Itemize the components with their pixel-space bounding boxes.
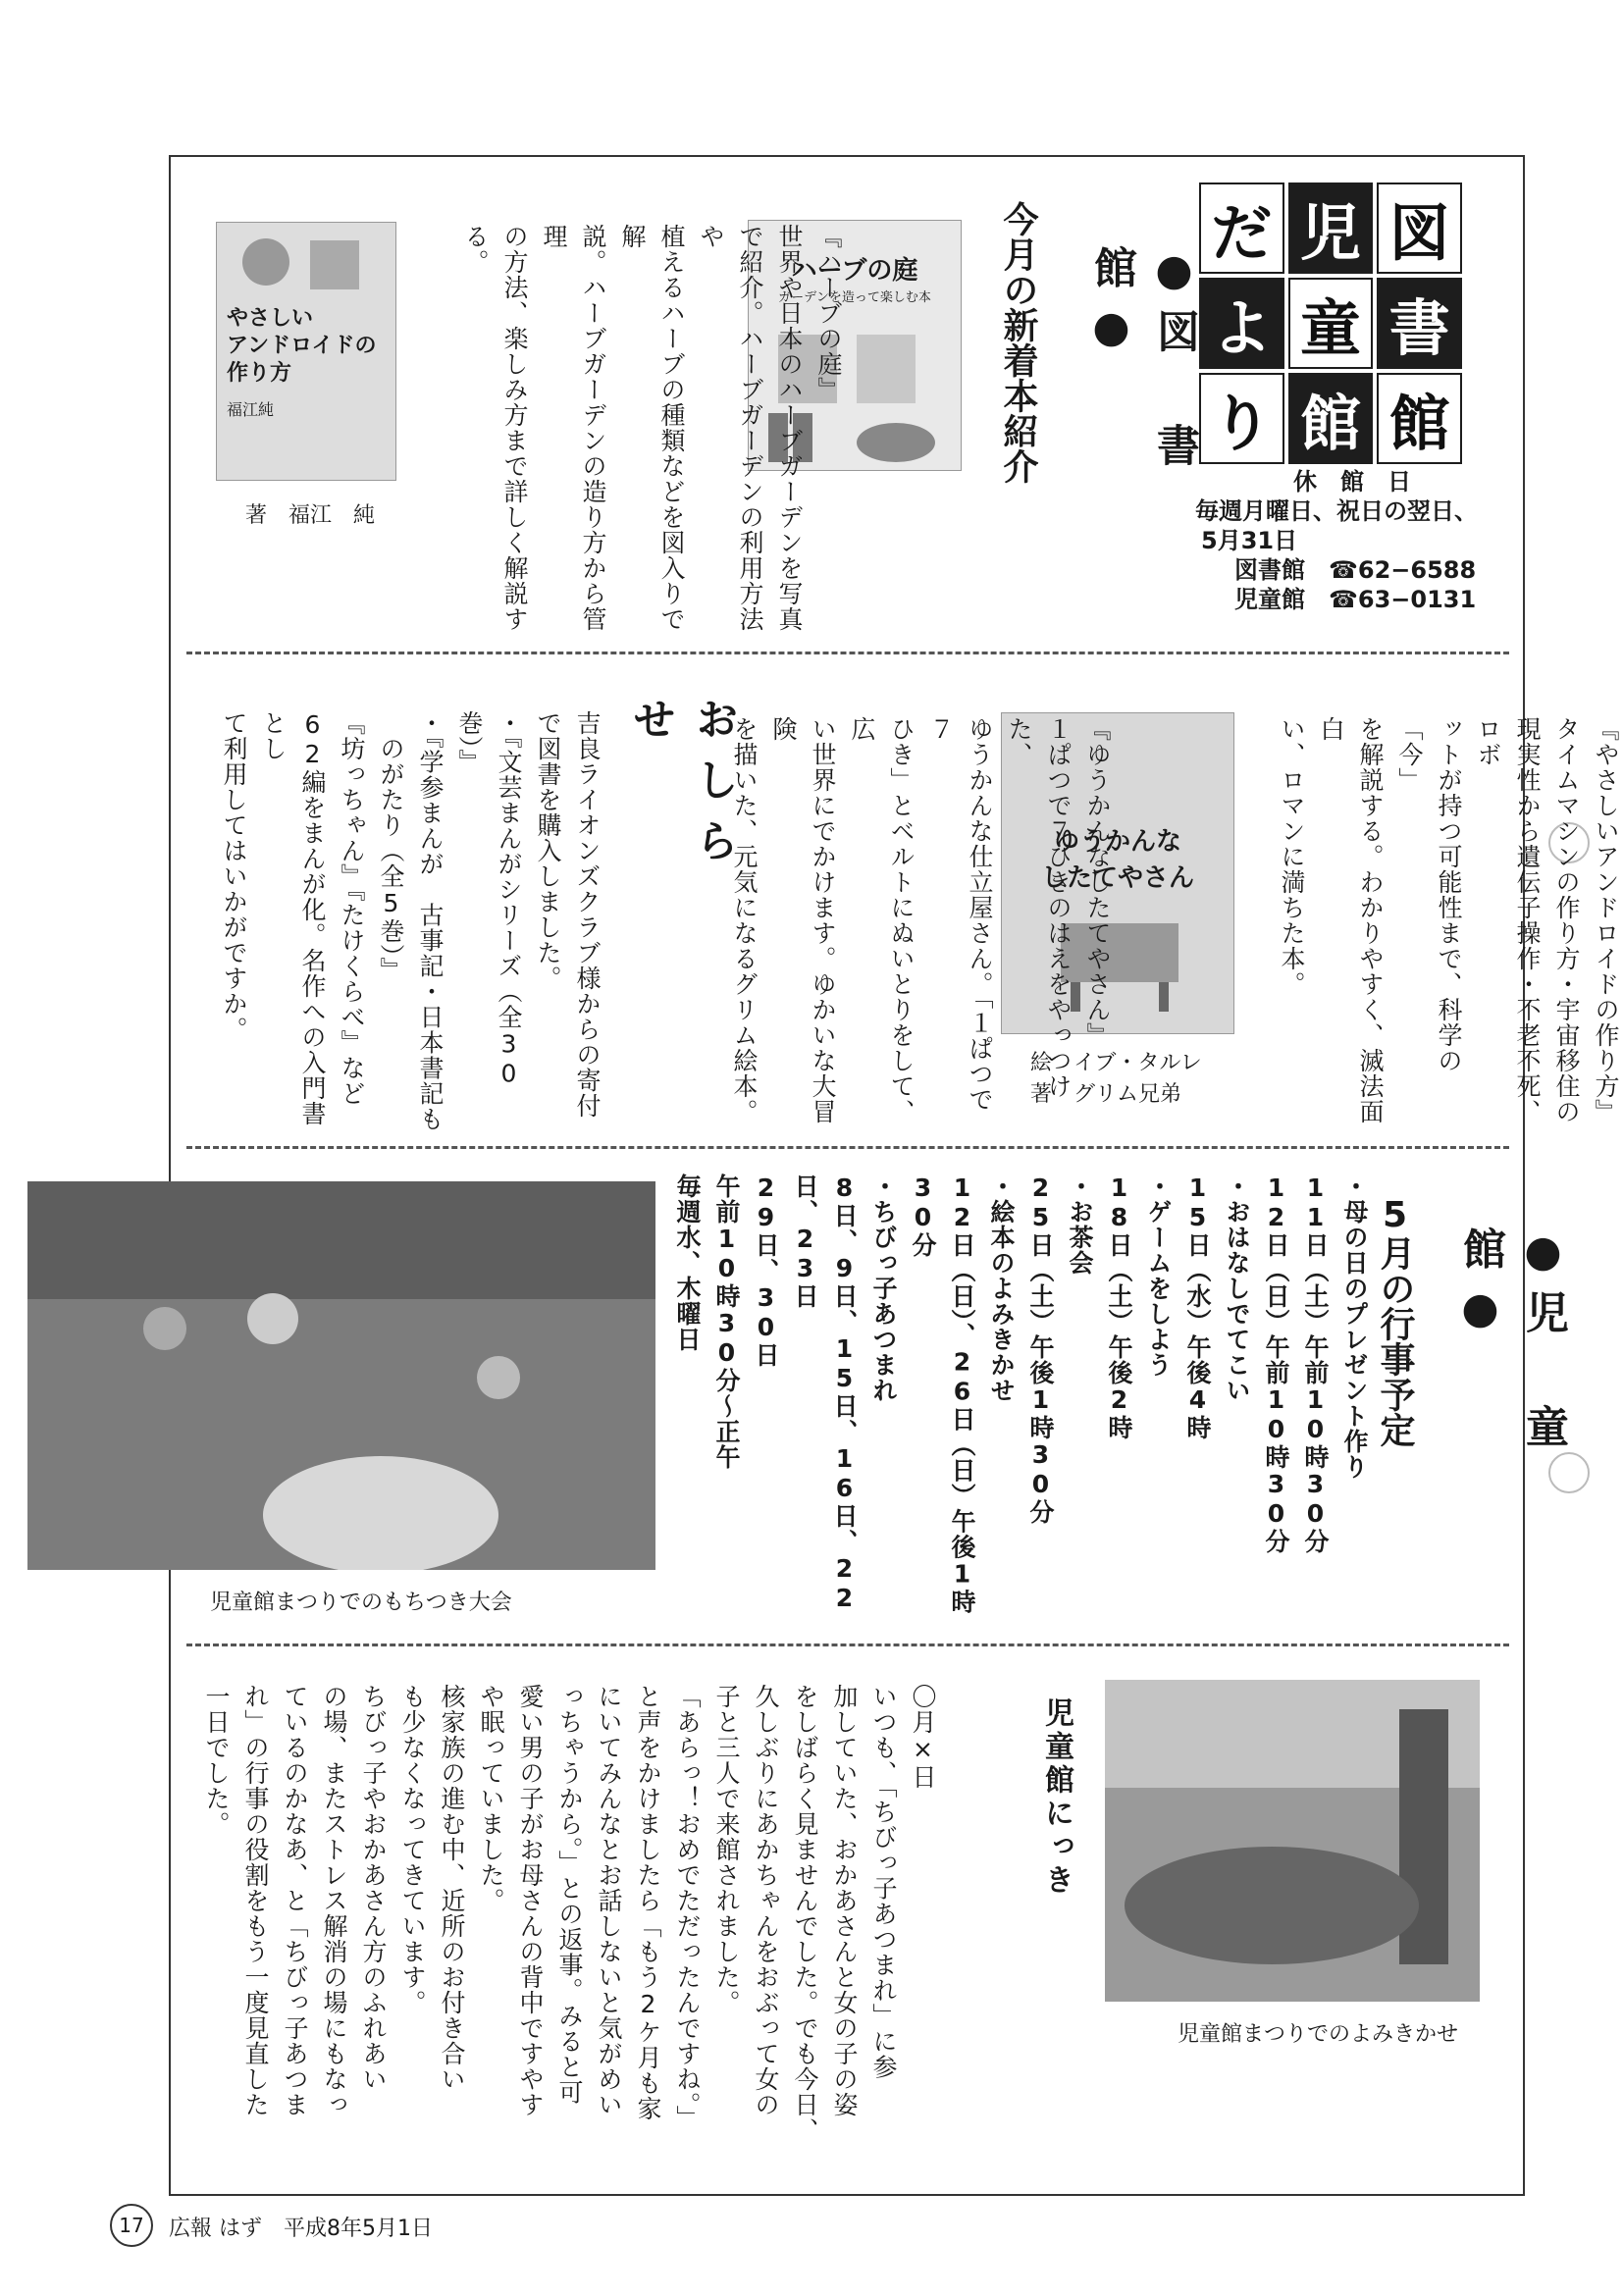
- photo-caption: 児童館まつりでのもちつき大会: [210, 1591, 512, 1615]
- divider: [186, 652, 1509, 654]
- notice-text: 吉良ライオンズクラブ様からの寄付 で図書を購入しました。 ・『文芸まんがシリーズ（全30巻）』 ・『学参まんが 古事記・日本書記も のがたり（全5巻）』 『坊っちゃん』『たけくらべ』など 62編をまんが化。名作への入門書とし て利用してはいかがですか。: [220, 710, 602, 1132]
- masthead: [1199, 183, 1462, 459]
- childrens-heading: ●児 童 館●: [1455, 1226, 1568, 1518]
- masthead-char: 館: [1377, 373, 1462, 464]
- book-caption: 著 福江 純: [245, 503, 376, 528]
- masthead-char: よ: [1199, 278, 1284, 369]
- masthead-char: り: [1199, 373, 1284, 464]
- holiday-info: [1195, 467, 1509, 614]
- childrens-phone: 児童館 ☎63−0131: [1234, 586, 1477, 613]
- book-cover-android: [216, 222, 396, 481]
- event-schedule: ・母の日のプレゼント作り 11日（土）午前10時30分 12日（日）午前10時30分 ・おはなしでてこい 15日（水）午後4時 ・ゲームをしよう 18日（土）午後2時 ・お茶会 25日（土）午後1時30分 ・絵本のよみきかせ 12日（日）、26日（日）午後1時30分 ・ちびっ子あつまれ 8日、9日、15日、16日、22日、23日 29日、30日 午前10時30分〜正午 毎週水、木曜日: [673, 1174, 1369, 1615]
- masthead-char: だ: [1199, 183, 1284, 274]
- divider: [186, 1146, 1509, 1149]
- masthead-char: 書: [1377, 278, 1462, 369]
- footer-text: 広報 はず 平成8年5月1日: [169, 2217, 433, 2241]
- tailor-book-text: 『ゆうかんなしたてやさん』 １ぱつで７ひきのはえをやっつけた、 ゆうかんな仕立屋さん。「１ぱつで７ ひき」とベルトにぬいとりをして、広 い世界にでかけます。ゆかいな大冒険 を描いた、元気になるグリム絵本。: [730, 716, 1112, 1124]
- book-caption: 著 グリム兄弟: [1030, 1082, 1182, 1107]
- page-number: 17: [110, 2204, 153, 2247]
- photo-mochitsuki: [27, 1181, 655, 1570]
- book-cover-title: ハーブの庭: [791, 256, 918, 286]
- diary-text: 〇月×日 いつも、「ちびっ子あつまれ」に参 加していた、おかあさんと女の子の姿 をしばらく見ませんでした。でも今日、 久しぶりにあかちゃんをおぶって女の 子と三人で来館されました。 「あらっ！おめでただったんですね。」 と声をかけましたら「もう2ケ月も家 にいてみんなとお話しないと気がめい っちゃうから。」との返事。みると可 愛い男の子がお母さんの背中ですやす や眠っていました。 核家族の進む中、近所のお付き合い も少なくなってきています。 ちびっ子やおかあさん方のふれあい の場、またストレス解消の場にもなっ ているのかなあ、と「ちびっ子あつま れ」の行事の役割をもう一度見直した 一日でした。: [202, 1684, 937, 2143]
- android-illustration: [217, 223, 396, 301]
- masthead-char: 児: [1288, 183, 1374, 274]
- book-cover-title: やさしい アンドロイドの 作り方: [227, 306, 377, 386]
- book-cover-title: ゆうかんな したてやさん: [1040, 827, 1194, 893]
- notice-heading: おしらせ: [625, 697, 738, 879]
- diary-heading: 児童館にっき: [1039, 1697, 1073, 1898]
- photo-content: [1105, 1680, 1480, 2002]
- book-caption: 絵 イブ・タルレ: [1030, 1051, 1202, 1075]
- library-heading: ●図 書 館●: [1086, 245, 1199, 537]
- divider: [186, 1644, 1509, 1646]
- childrens-subheading: 5月の行事予定: [1375, 1195, 1415, 1447]
- book-cover-subtitle: ガーデンを造って楽しむ本: [778, 290, 931, 305]
- holiday-line: 5月31日: [1201, 527, 1298, 554]
- masthead-char: 図: [1377, 183, 1462, 274]
- photo-content: [27, 1181, 655, 1570]
- library-phone: 図書館 ☎62−6588: [1234, 556, 1477, 584]
- photo-caption: 児童館まつりでのよみきかせ: [1178, 2022, 1459, 2047]
- holiday-title: 休 館 日: [1293, 468, 1411, 496]
- android-book-text: 『やさしいアンドロイドの作り方』 タイムマシンの作り方・宇宙移住の 現実性から遺伝子操作・不老不死、ロボ ットが持つ可能性まで、科学の「今」 を解説する。わかりやすく、滅法面白 い、ロマンに満ちた本。: [1278, 716, 1620, 1124]
- masthead-char: 童: [1288, 278, 1374, 369]
- herb-book-text: 『ハーブの庭』 世界や日本のハーブガーデンを写真 で紹介。ハーブガーデンの利用方法や 植えるハーブの種類などを図入りで解 説。ハーブガーデンの造り方から管理 の方法、楽しみ方まで詳しく解説する。: [461, 224, 843, 632]
- library-subheading: 今月の新着本紹介: [998, 201, 1038, 484]
- book-cover-author: 福江純: [227, 400, 275, 419]
- holiday-line: 毎週月曜日、祝日の翌日、: [1195, 497, 1478, 525]
- masthead-char: 館: [1288, 373, 1374, 464]
- photo-yomikikase: [1105, 1680, 1480, 2002]
